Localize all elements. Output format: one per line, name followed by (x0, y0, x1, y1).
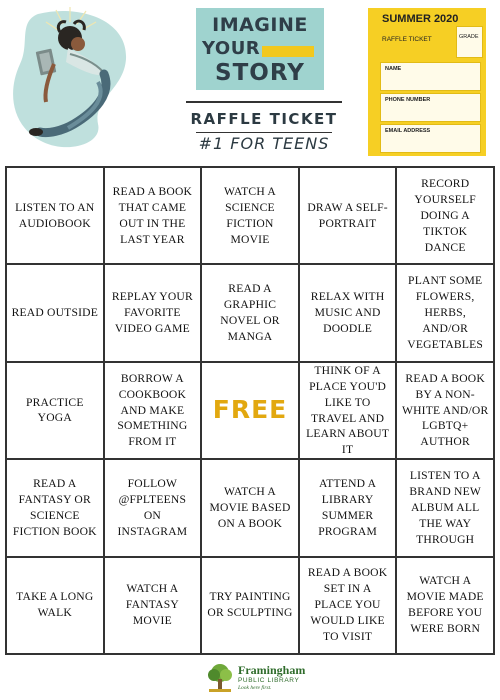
name-label: NAME (385, 66, 402, 72)
library-subtitle: PUBLIC LIBRARY (238, 677, 300, 684)
phone-number-label: PHONE NUMBER (385, 97, 431, 103)
ticket-card-title: SUMMER 2020 (382, 13, 459, 25)
grid-cell[interactable]: PLANT SOME FLOWERS, HERBS, AND/OR VEGETABLES (396, 264, 494, 361)
teens-subtitle: #1 FOR TEENS (198, 134, 330, 153)
grid-cell[interactable]: DRAW A SELF-PORTRAIT (299, 167, 397, 264)
phone-number-field[interactable] (380, 93, 481, 122)
divider-middle (196, 132, 332, 133)
grid-cell[interactable]: LISTEN TO AN AUDIOBOOK (6, 167, 104, 264)
logo-line-your: YOUR (202, 38, 261, 59)
grid-cell[interactable]: PRACTICE YOGA (6, 362, 104, 459)
grade-label: GRADE (459, 34, 479, 40)
grid-cell[interactable]: BORROW A COOKBOOK AND MAKE SOMETHING FROM IT (104, 362, 202, 459)
ticket-card-subtitle: RAFFLE TICKET (382, 36, 432, 43)
grid-cell[interactable]: ATTEND A LIBRARY SUMMER PROGRAM (299, 459, 397, 556)
reading-person-illustration (8, 4, 168, 154)
grid-cell[interactable]: THINK OF A PLACE YOU'D LIKE TO TRAVEL AND LEARN ABOUT IT (299, 362, 397, 459)
grid-cell[interactable]: FOLLOW @FPLTEENS ON INSTAGRAM (104, 459, 202, 556)
logo-line-story: STORY (215, 60, 305, 86)
grid-cell[interactable]: READ A BOOK THAT CAME OUT IN THE LAST YEAR (104, 167, 202, 264)
tree-icon (205, 662, 235, 694)
grid-cell[interactable]: READ A FANTASY OR SCIENCE FICTION BOOK (6, 459, 104, 556)
grid-cell[interactable]: RELAX WITH MUSIC AND DOODLE (299, 264, 397, 361)
grid-cell[interactable]: TRY PAINTING OR SCULPTING (201, 557, 299, 654)
grid-cell[interactable]: WATCH A FANTASY MOVIE (104, 557, 202, 654)
library-tagline: Look here first. (238, 685, 272, 691)
grid-cell[interactable]: WATCH A MOVIE BASED ON A BOOK (201, 459, 299, 556)
library-logo (205, 662, 315, 694)
imagine-your-story-logo (196, 8, 324, 90)
grid-cell[interactable]: READ OUTSIDE (6, 264, 104, 361)
library-name: Framingham (238, 663, 306, 677)
free-space-cell[interactable]: FREE (201, 362, 299, 459)
grid-cell[interactable]: READ A BOOK BY A NON-WHITE AND/OR LGBTQ+ AUTHOR (396, 362, 494, 459)
grid-cell[interactable]: WATCH A SCIENCE FICTION MOVIE (201, 167, 299, 264)
raffle-ticket-title: RAFFLE TICKET (190, 110, 338, 128)
raffle-ticket-card (368, 8, 486, 156)
email-address-label: EMAIL ADDRESS (385, 128, 431, 134)
divider-top (186, 101, 342, 103)
grid-cell[interactable]: WATCH A MOVIE MADE BEFORE YOU WERE BORN (396, 557, 494, 654)
grid-cell[interactable]: READ A BOOK SET IN A PLACE YOU WOULD LIKE TO VISIT (299, 557, 397, 654)
grid-cell[interactable]: REPLAY YOUR FAVORITE VIDEO GAME (104, 264, 202, 361)
grade-field[interactable] (456, 26, 483, 58)
logo-line-imagine: IMAGINE (212, 14, 308, 36)
bingo-grid (5, 166, 495, 655)
grid-cell[interactable]: LISTEN TO A BRAND NEW ALBUM ALL THE WAY THROUGH (396, 459, 494, 556)
logo-yellow-bar (262, 46, 314, 57)
grid-cell[interactable]: RECORD YOURSELF DOING A TIKTOK DANCE (396, 167, 494, 264)
grid-cell[interactable]: READ A GRAPHIC NOVEL OR MANGA (201, 264, 299, 361)
email-address-field[interactable] (380, 124, 481, 153)
name-field[interactable] (380, 62, 481, 91)
grid-cell[interactable]: TAKE A LONG WALK (6, 557, 104, 654)
